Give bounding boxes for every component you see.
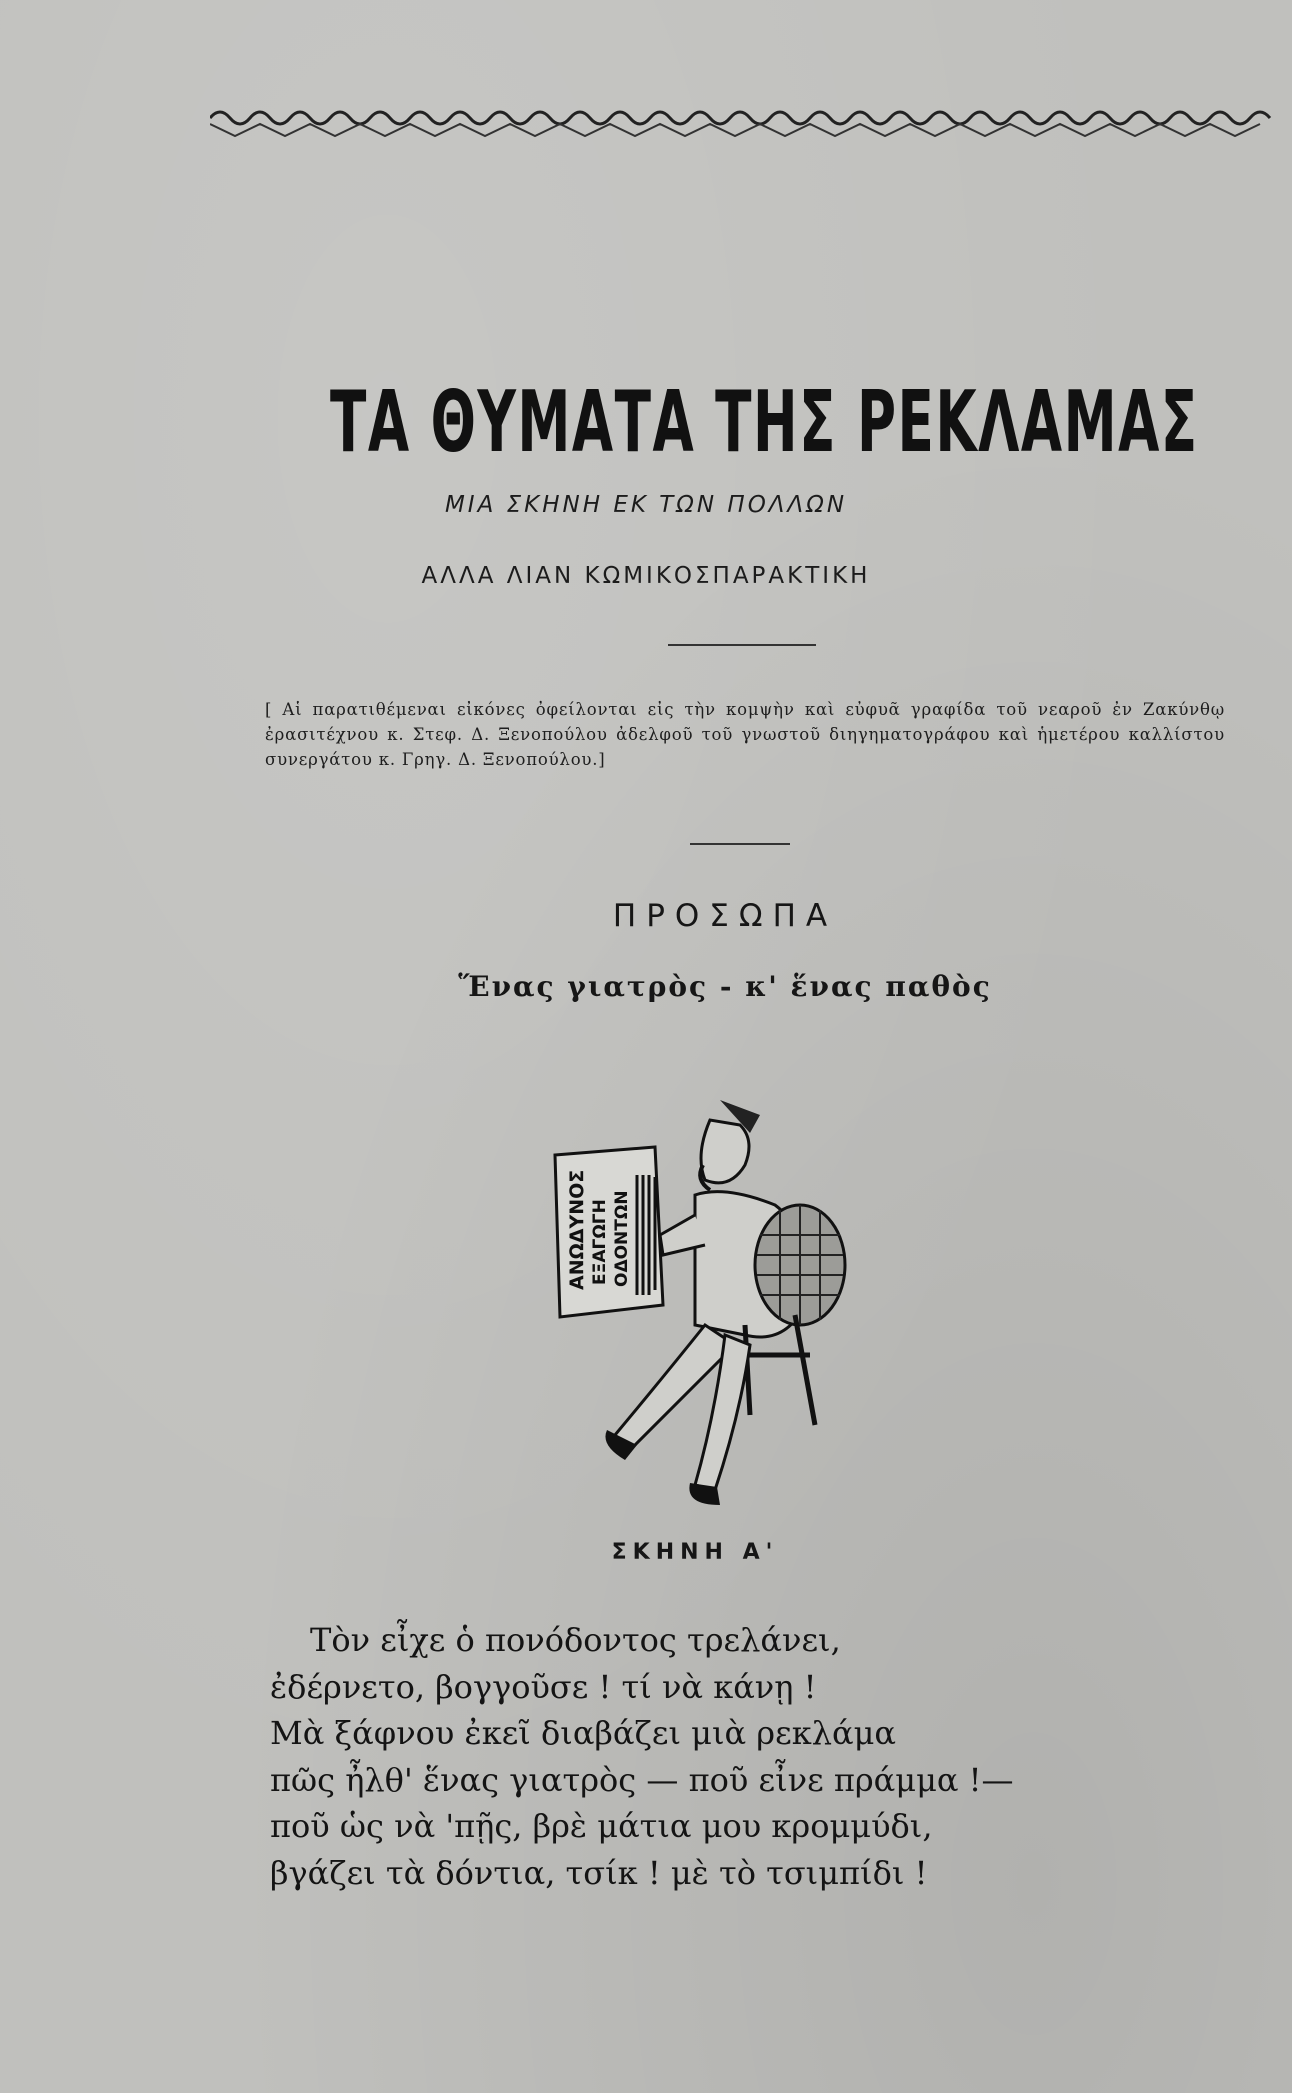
- newspaper-text: ΕΞΑΓΩΓΗ: [590, 1199, 610, 1285]
- newspaper-image: [555, 1147, 663, 1317]
- poem-line: Τὸν εἶχε ὁ πονόδοντος τρελάνει,: [310, 1621, 841, 1659]
- poem-line: βγάζει τὰ δόντια, τσίκ ! μὲ τὸ τσιμπίδι !: [270, 1853, 928, 1892]
- poem-line: ἐδέρνετο, βογγοῦσε ! τί νὰ κάνῃ !: [270, 1667, 817, 1706]
- cast-list: Ἕνας γιατρὸς - κ' ἕνας παθὸς: [458, 970, 992, 1003]
- newspaper-text: ΟΔΟΝΤΩΝ: [612, 1190, 632, 1287]
- poem: [270, 1617, 1250, 1896]
- cartoon-illustration: [545, 1095, 915, 1525]
- newspaper-text: ΑΝΩΔΥΝΟΣ: [566, 1169, 588, 1290]
- poem-line: πῶς ἦλθ' ἕνας γιατρὸς — ποῦ εἶνε πράμμα !—: [270, 1760, 1014, 1799]
- divider-rule: [668, 644, 816, 646]
- poem-line: ποῦ ὡς νὰ 'πῇς, βρὲ μάτια μου κρομμύδι,: [270, 1807, 933, 1845]
- page-title: ΤΑ ΘΥΜΑΤΑ ΤΗΣ ΡΕΚΛΑΜΑΣ: [330, 372, 1199, 472]
- illustration-credit-note: [ Αἱ παρατιθέμεναι εἰκόνες ὀφείλονται εἰς τὴν κομψὴν καὶ εὐφυᾶ γραφίδα τοῦ νεαροῦ ἐν Ζακύνθῳ ἐρασιτέχνου κ. Στεφ. Δ. Ξενοπούλου ἀδελφοῦ τοῦ γνωστοῦ διηγηματογράφου καὶ ἡμετέρου καλλίστου συνεργάτου κ. Γρηγ. Δ. Ξενοπούλου.]: [265, 700, 1225, 769]
- subtitle-line-2: ΑΛΛΑ ΛΙΑΝ ΚΩΜΙΚΟΣΠΑΡΑΚΤΙΚΗ: [421, 563, 871, 589]
- scene-heading: ΣΚΗΝΗ Α': [611, 1540, 779, 1565]
- decorative-border-ornament: [210, 100, 1280, 140]
- subtitle-line-1: ΜΙΑ ΣΚΗΝΗ ΕΚ ΤΩΝ ΠΟΛΛΩΝ: [444, 492, 848, 518]
- divider-rule: [690, 843, 790, 845]
- persons-heading: ΠΡΟΣΩΠΑ: [612, 898, 838, 934]
- poem-line: Μὰ ξάφνου ἐκεῖ διαβάζει μιὰ ρεκλάμα: [270, 1714, 896, 1752]
